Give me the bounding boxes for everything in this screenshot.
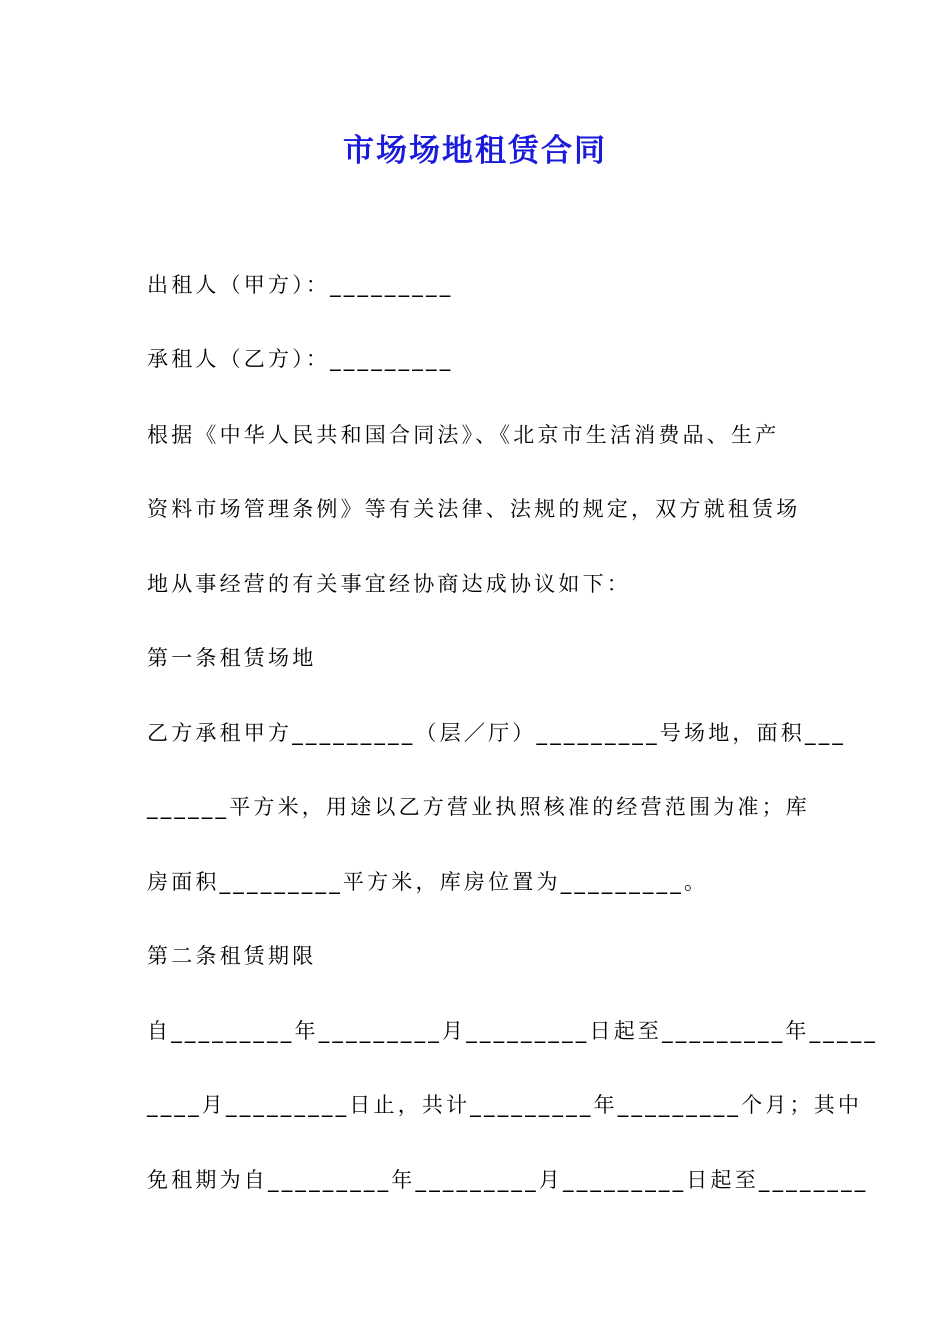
article-2-heading: 第二条租赁期限 [147, 944, 317, 968]
article-1-text-line-2: ______平方米，用途以乙方营业执照核准的经营范围为准；库 [147, 795, 810, 819]
article-1-text-line-3: 房面积_________平方米，库房位置为_________。 [147, 870, 709, 894]
article-2-text-line-3: 免租期为自_________年_________月_________日起至________ [147, 1168, 869, 1192]
preamble-line-1: 根据《中华人民共和国合同法》、《北京市生活消费品、生产 [147, 423, 780, 447]
article-1-heading: 第一条租赁场地 [147, 646, 317, 670]
lessee-line: 承租人（乙方）：_________ [147, 347, 454, 371]
article-2-text-line-2: ____月_________日止，共计_________年_________个月；其中 [147, 1093, 863, 1117]
document-title: 市场场地租赁合同 [343, 133, 607, 169]
article-2-text-line-1: 自_________年_________月_________日起至_________年_____ [147, 1019, 879, 1043]
preamble-line-3: 地从事经营的有关事宜经协商达成协议如下： [147, 572, 631, 596]
article-1-text-line-1: 乙方承租甲方_________（层／厅）_________号场地，面积___ [147, 721, 847, 745]
preamble-line-2: 资料市场管理条例》等有关法律、法规的规定，双方就租赁场 [147, 497, 801, 521]
lessor-line: 出租人（甲方）：_________ [147, 273, 454, 297]
